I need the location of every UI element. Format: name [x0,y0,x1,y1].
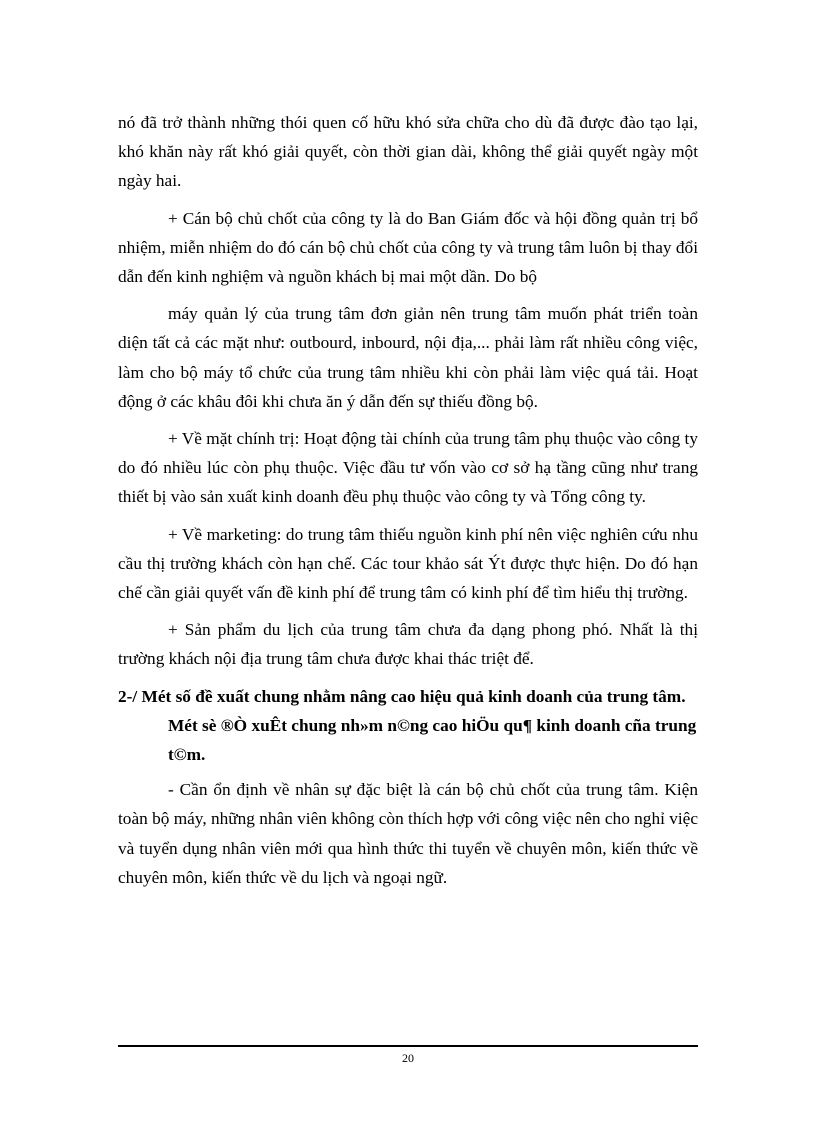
paragraph-continuation: nó đã trở thành những thói quen cố hữu khó sửa chữa cho dù đã được đào tạo lại, khó khăn này rất khó giải quyết, còn thời gian dài, không thể giải quyết ngày một ngày hai. [118,113,698,191]
paragraph-tourism-products: + Sản phẩm du lịch của trung tâm chưa đa dạng phong phó. Nhất là thị trường khách nội địa trung tâm chưa được khai thác triệt để. [118,620,698,669]
paragraph-staffing-proposal: - Cần ổn định về nhân sự đặc biệt là cán bộ chủ chốt của trung tâm. Kiện toàn bộ máy, những nhân viên không còn thích hợp với công việc nên cho nghỉ việc và tuyển dụng nhân viên mới qua hình thức thi tuyển về chuyên môn, kiến thức về chuyên môn, kiến thức về du lịch và ngoại ngữ. [118,780,698,887]
paragraph-politics-finance: + Về mặt chính trị: Hoạt động tài chính của trung tâm phụ thuộc vào công ty do đó nhiều lúc còn phụ thuộc. Việc đầu tư vốn vào cơ sở hạ tầng cũng như trang thiết bị vào sản xuất kinh doanh đều phụ thuộc vào công ty và Tổng công ty. [118,429,698,507]
section-heading: 2-/ Mét số đề xuất chung nhằm nâng cao hiệu quả kinh doanh của trung tâm. Mét sè ®Ò xuÊt chung nh»m n©ng cao hiÖu qu¶ kinh doanh cña trung t©m. [118,686,697,765]
paragraph-management-apparatus: máy quản lý của trung tâm đơn giản nên trung tâm muốn phát triển toàn diện tất cả các mặt như: outbourd, inbourd, nội địa,... phải làm rất nhiều công việc, làm cho bộ máy tổ chức của trung tâm nhiều khi còn phải làm việc quá tải. Hoạt động ở các khâu đôi khi chưa ăn ý dẫn đến sự thiếu đồng bộ. [118,304,698,411]
page-number: 20 [402,1051,414,1065]
footer-divider [118,1045,698,1047]
page-body [118,108,698,900]
paragraph-marketing: + Về marketing: do trung tâm thiếu nguồn kinh phí nên việc nghiên cứu nhu cầu thị trường khách còn hạn chế. Các tour khảo sát Ýt được thực hiện. Do đó hạn chế cần giải quyết vấn đề kinh phí để trung tâm có kinh phí để tìm hiểu thị trường. [118,524,698,603]
paragraph-key-staff: + Cán bộ chủ chốt của công ty là do Ban Giám đốc và hội đồng quản trị bổ nhiệm, miễn nhiệm do đó cán bộ chủ chốt của công ty và trung tâm luôn bị thay đổi dẫn đến kinh nghiệm và nguồn khách bị mai một dần. Do bộ [118,208,698,287]
